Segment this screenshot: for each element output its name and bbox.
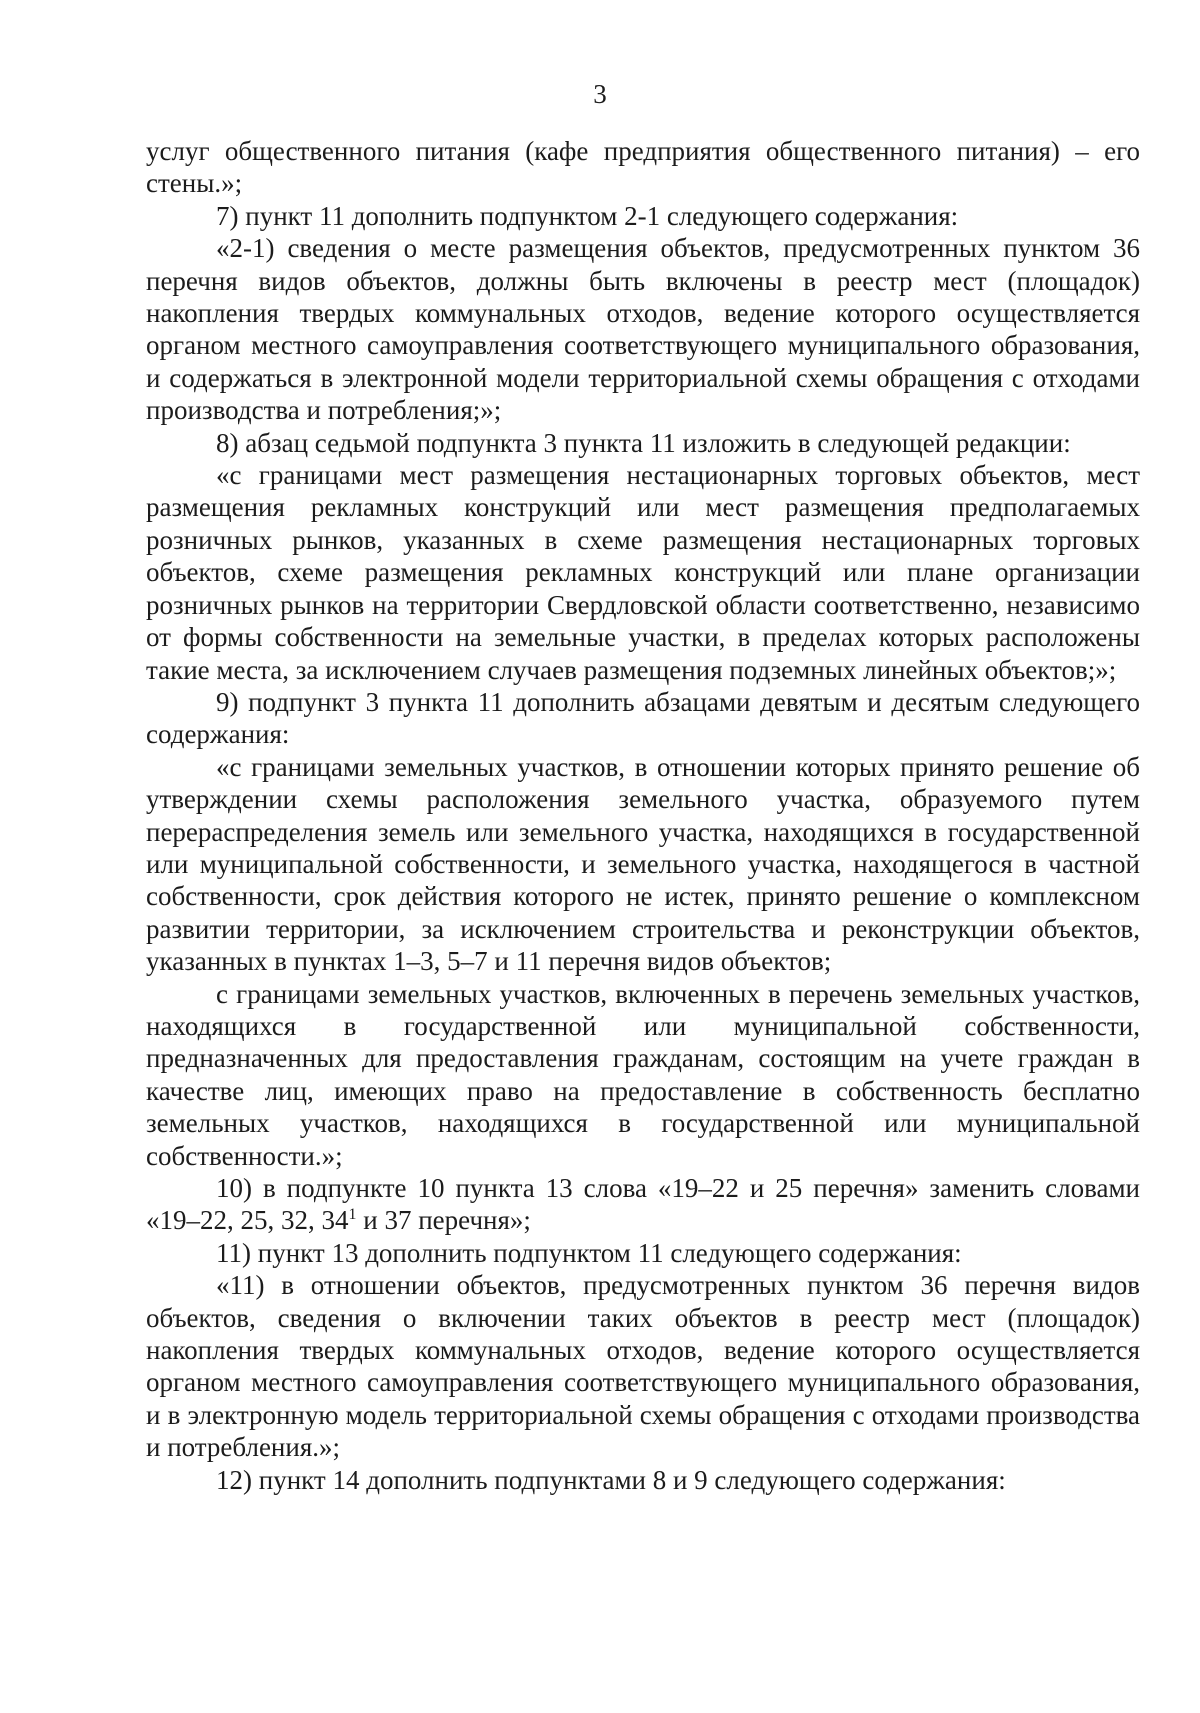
paragraph-quote-land-list: с границами земельных участков, включенных в перечень земельных участков, находящихся в государственной или муниципальной собственности, предназначенных для предоставления гражданам, состоящим на учете граждан в качестве лиц, имеющих право на предоставление в собственность бесплатно земельных участков, находящихся в государственной или муниципальной собственности.»;	[146, 978, 1140, 1171]
paragraph-item-9: 9) подпункт 3 пункта 11 дополнить абзацами девятым и десятым следующего содержания:	[146, 686, 1140, 750]
paragraph-quote-nto: «с границами мест размещения нестационарных торговых объектов, мест размещения рекламных конструкций или мест размещения предполагаемых розничных рынков, указанных в схеме размещения нестационарных торговых объектов, схеме размещения рекламных конструкций или плане организации розничных рынков на территории Свердловской области соответственно, независимо от формы собственности на земельные участки, в пределах которых расположены такие места, за исключением случаев размещения подземных линейных объектов;»;	[146, 460, 1140, 685]
paragraph-item-10	[146, 1172, 1140, 1237]
paragraph-item-12: 12) пункт 14 дополнить подпунктами 8 и 9 следующего содержания:	[216, 1464, 1006, 1495]
paragraph-item-7: 7) пункт 11 дополнить подпунктом 2-1 следующего содержания:	[216, 200, 959, 231]
paragraph-quote-land-redistribution: «с границами земельных участков, в отношении которых принято решение об утверждении схемы расположения земельного участка, образуемого путем перераспределения земель или земельного участка, находящихся в государственной или муниципальной собственности, и земельного участка, находящегося в частной собственности, срок действия которого не истек, принято решение о комплексном развитии территории, за исключением строительства и реконструкции объектов, указанных в пунктах 1–3, 5–7 и 11 перечня видов объектов;	[146, 751, 1140, 977]
paragraph-item-10-text-end: и 37 перечня»;	[356, 1205, 531, 1236]
document-body	[146, 135, 1140, 1496]
paragraph-item-8: 8) абзац седьмой подпункта 3 пункта 11 изложить в следующей редакции:	[216, 427, 1071, 458]
paragraph-item-10-text: 10) в подпункте 10 пункта 13 слова «19–22 и 25 перечня» заменить словами «19–22, 25, 32, 34	[146, 1173, 1140, 1236]
paragraph-quote-2-1: «2-1) сведения о месте размещения объектов, предусмотренных пунктом 36 перечня видов объектов, должны быть включены в реестр мест (площадок) накопления твердых коммунальных отходов, ведение которого осуществляется органом местного самоуправления соответствующего муниципального образования, и содержаться в электронной модели территориальной схемы обращения с отходами производства и потребления;»;	[146, 233, 1140, 426]
page-number: 3	[593, 79, 607, 109]
paragraph-item-11: 11) пункт 13 дополнить подпунктом 11 следующего содержания:	[216, 1237, 962, 1268]
paragraph-continuation: услуг общественного питания (кафе предприятия общественного питания) – его стены.»;	[146, 136, 1140, 199]
superscript: 1	[348, 1206, 357, 1224]
paragraph-quote-11: «11) в отношении объектов, предусмотренных пунктом 36 перечня видов объектов, сведения о включении таких объектов в реестр мест (площадок) накопления твердых коммунальных отходов, ведение которого осуществляется органом местного самоуправления соответствующего муниципального образования, и в электронную модель территориальной схемы обращения с отходами производства и потребления.»;	[146, 1270, 1140, 1463]
